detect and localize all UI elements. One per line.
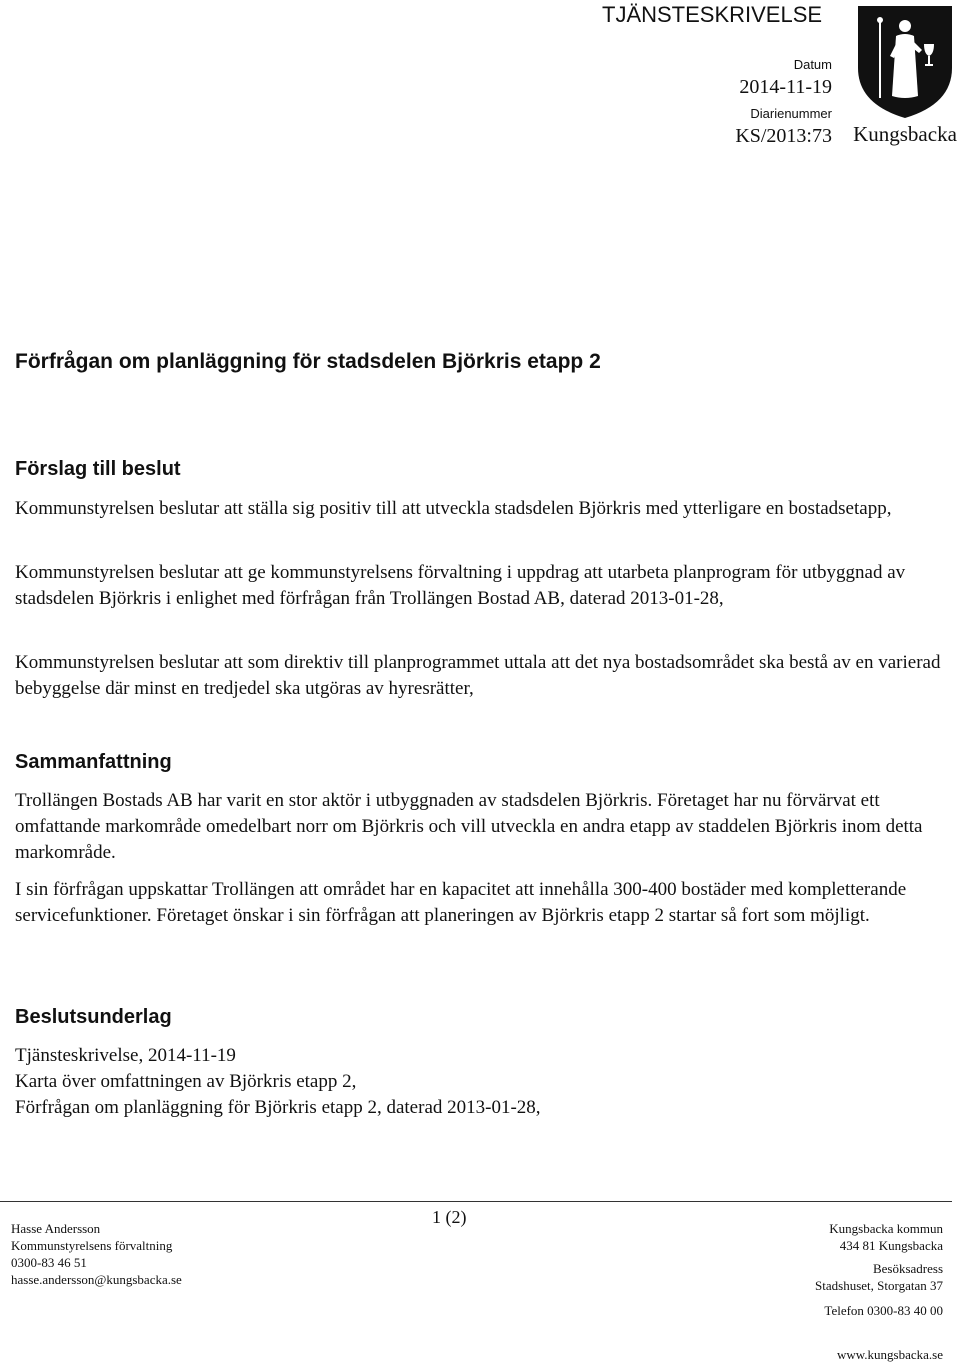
org-visit-label: Besöksadress — [872, 1261, 943, 1276]
summary-paragraph: Trollängen Bostads AB har varit en stor aktör i utbyggnaden av stadsdelen Björkris. Företaget har nu förvärvat ett omfattande markområde omedelbart norr om Björkris och vill utveckla en andra etapp av staddelen Björkris inom detta markområde. — [15, 790, 923, 863]
org-postal-address: 434 81 Kungsbacka — [839, 1238, 943, 1253]
organization-block — [815, 1220, 943, 1319]
org-visit-address: Stadshuset, Storgatan 37 — [815, 1278, 943, 1293]
contact-department: Kommunstyrelsens förvaltning — [11, 1238, 173, 1253]
proposal-heading: Förslag till beslut — [15, 458, 181, 480]
org-website[interactable]: www.kungsbacka.se — [836, 1347, 943, 1362]
basis-item: Tjänsteskrivelse, 2014-11-19 — [15, 1045, 236, 1066]
municipality-name: Kungsbacka — [853, 122, 957, 146]
summary-paragraph: I sin förfrågan uppskattar Trollängen att området har en kapacitet att innehålla 300-400 bostäder med kompletterande servicefunktioner. Företaget önskar i sin förfrågan att planeringen av Björkris etapp 2 startar så fort som möjligt. — [15, 879, 907, 926]
contact-phone: 0300-83 46 51 — [11, 1255, 87, 1270]
page-title: Förfrågan om planläggning för stadsdelen Björkris etapp 2 — [15, 350, 601, 373]
registration-label: Diarienummer — [750, 106, 832, 121]
basis-item: Förfrågan om planläggning för Björkris etapp 2, daterad 2013-01-28, — [15, 1097, 541, 1118]
municipality-logo — [852, 4, 958, 146]
proposal-paragraph: Kommunstyrelsen beslutar att som direktiv till planprogrammet uttala att det nya bostadsområdet ska bestå av en varierad bebyggelse där minst en tredjedel ska utgöras av hyresrätter, — [15, 652, 941, 699]
contact-block — [11, 1220, 182, 1288]
org-phone: Telefon 0300-83 40 00 — [824, 1303, 943, 1318]
summary-heading: Sammanfattning — [15, 751, 172, 773]
date-value: 2014-11-19 — [739, 76, 832, 98]
contact-email[interactable]: hasse.andersson@kungsbacka.se — [11, 1272, 182, 1287]
contact-name: Hasse Andersson — [11, 1221, 101, 1236]
page-number: 1 (2) — [432, 1207, 467, 1227]
basis-item: Karta över omfattningen av Björkris etapp 2, — [15, 1071, 357, 1092]
proposal-paragraph: Kommunstyrelsen beslutar att ställa sig positiv till att utveckla stadsdelen Björkris med ytterligare en bostadsetapp, — [15, 498, 892, 519]
document-type: TJÄNSTESKRIVELSE — [602, 2, 823, 27]
date-label: Datum — [793, 57, 832, 72]
proposal-paragraph: Kommunstyrelsen beslutar att ge kommunstyrelsens förvaltning i uppdrag att utarbeta planprogram för utbyggnad av stadsdelen Björkris i enlighet med förfrågan från Trollängen Bostad AB, daterad 2013-01-28, — [15, 562, 906, 609]
org-name: Kungsbacka kommun — [829, 1221, 943, 1236]
footer-divider — [0, 1201, 952, 1202]
registration-value: KS/2013:73 — [735, 125, 832, 147]
basis-heading: Beslutsunderlag — [15, 1006, 172, 1028]
coat-of-arms-icon — [852, 4, 958, 122]
